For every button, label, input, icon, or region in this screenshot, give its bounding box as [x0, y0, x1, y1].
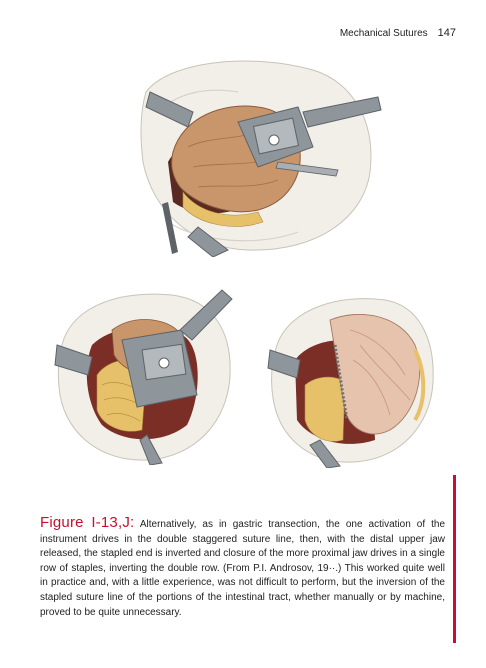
figure-illustration-bottom-left [52, 285, 237, 465]
surgical-illustration-bottom-left [52, 285, 237, 465]
surgical-illustration-top [138, 52, 388, 257]
figure-illustration-bottom-right [265, 290, 437, 468]
caption-text: Alternatively, as in gastric transection, the one activation of the instrument drives in the double staggered suture line, then, with the distal upper jaw released, the stapled end is inverted and closure of the more proximal jaw drives in a single row of staples, inverting the double row. (From P.I. Androsov, 19··.) This worked quite well in practice and, with a little experience, was not difficult to perform, but the inversion of the stapled suture line of the portions of the intestinal tract, whether manually or by machine, proved to be quite unnecessary. [40, 519, 446, 618]
surgical-illustration-bottom-right [265, 290, 437, 468]
figure-label: Figure I-13,J: [40, 514, 135, 531]
figure-illustration-top [138, 52, 388, 257]
running-title: Mechanical Sutures [339, 28, 428, 39]
running-header [340, 27, 456, 39]
accent-bar [453, 475, 456, 643]
figure-caption [40, 516, 445, 620]
page-number: 147 [437, 27, 456, 39]
